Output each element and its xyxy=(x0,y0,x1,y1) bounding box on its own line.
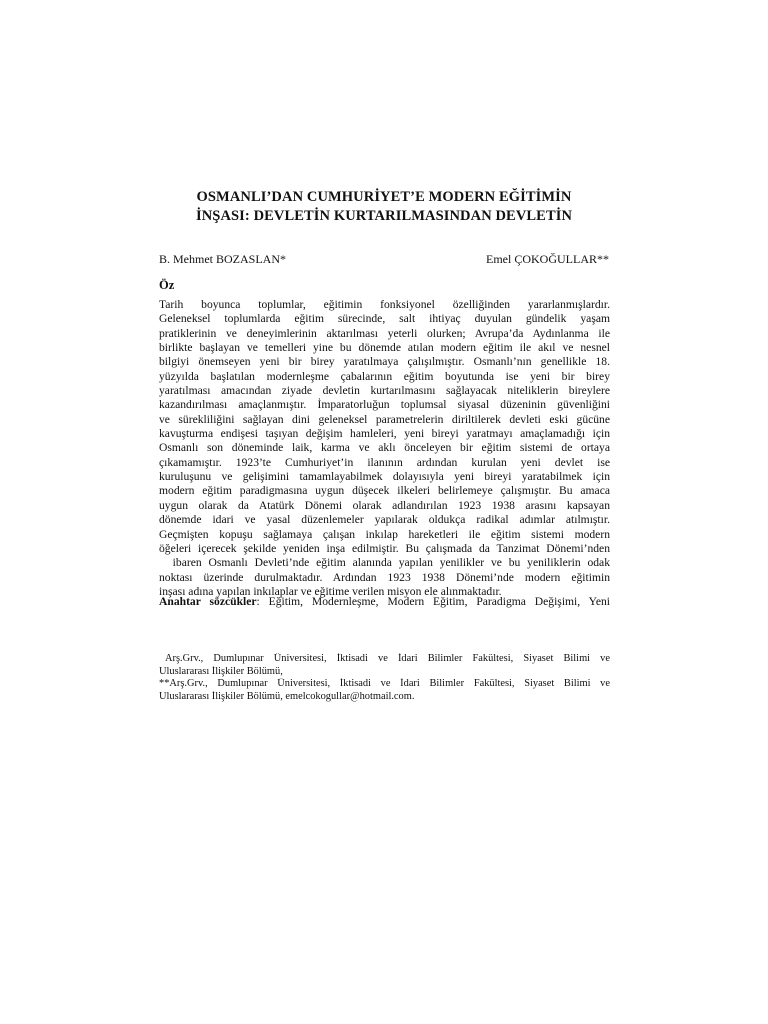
abstract-line: kazandırılması amaçlanmıştır. İmparatorluğun toplumsal siyasal düzeninin güvenliğini xyxy=(159,398,610,412)
abstract-line: yüzyılda başlatılan modernleşme çabalarının eğitim boyutunda ise yeni bir birey xyxy=(159,369,610,383)
abstract-line: kuruluşunu ve gelişimini tamamlayabilmek dolayısıyla yeni bireyi yaratabilmek için xyxy=(159,470,610,484)
abstract-heading: Öz xyxy=(159,278,175,292)
abstract-line: inşası adına yapılan inkılaplar ve eğitime verilen misyon ele alınmaktadır. xyxy=(159,584,502,598)
keywords-line xyxy=(159,595,610,609)
author-line xyxy=(159,252,609,267)
abstract-line: bilgiyi önemseyen yeni bir birey yaratılmaya çalışılmıştır. Osmanlı’nın genellikle 18. xyxy=(159,355,610,369)
footnote-1-line-1: Arş.Grv., Dumlupınar Üniversitesi, İktisadi ve İdari Bilimler Fakültesi, Siyaset Bilimi ve xyxy=(165,653,610,664)
keywords-text: : Eğitim, Modernleşme, Modern Eğitim, Paradigma Değişimi, Yeni xyxy=(256,595,610,608)
abstract-line: noktası üzerinde durulmaktadır. Ardından 1923 1938 Dönemi’nde modern eğitimin xyxy=(159,570,610,584)
abstract-line: yaratılması amacından ziyade devletin kurtarılmasını sağlayacak niteliklerin bireylere xyxy=(159,384,610,398)
title-line-1: OSMANLI’DAN CUMHURİYET’E MODERN EĞİTİMİN xyxy=(196,189,572,205)
author-left: B. Mehmet BOZASLAN* xyxy=(159,252,286,266)
footnote-2-line-1: **Arş.Grv., Dumlupınar Üniversitesi, İktisadi ve İdari Bilimler Fakültesi, Siyaset Bilimi ve xyxy=(159,678,610,690)
abstract-line: öğeleri içerecek şekilde yeniden inşa edilmiştir. Bu çalışmada da Tanzimat Dönemi’nden xyxy=(159,541,610,555)
abstract-line: dönemde idari ve yasal düzenlemeler yapılarak oldukça radikal adımlar atılmıştır. xyxy=(159,513,610,527)
keywords-label: Anahtar sözcükler xyxy=(159,595,257,608)
abstract-line: ibaren Osmanlı Devleti’nde eğitim alanında yapılan yenilikler ve bu yeniliklerin odak xyxy=(159,556,610,570)
footnote-1-line-2: Uluslararası İlişkiler Bölümü, xyxy=(159,665,283,677)
title-line-2: İNŞASI: DEVLETİN KURTARILMASINDAN DEVLETİN xyxy=(195,208,573,224)
abstract-line: kavuşturma endişesi taşıyan değişim hamleleri, yeni bireyi yaratmayı amaçlamadığı için xyxy=(159,427,610,441)
paper-title xyxy=(120,188,648,226)
abstract-line: çıkamamıştır. 1923’te Cumhuriyet’in ilanının ardından kurulan yeni devlet ise xyxy=(159,455,610,469)
abstract-line: Osmanlı son döneminde laik, karma ve aklı önceleyen bir eğitim sistemi de ortaya xyxy=(159,441,610,455)
footnote-2-line-2: Uluslararası İlişkiler Bölümü, emelcokogullar@hotmail.com. xyxy=(159,690,415,702)
abstract-line: ve sürekliliğini sağlayan dini geleneksel parametrelerin diriltilerek devleti eski gücüne xyxy=(159,412,610,426)
abstract-line: birlikte başlayan ve temelleri yine bu dönemde atılan modern eğitim ile akıl ve nesnel xyxy=(159,341,610,355)
abstract-line: Tarih boyunca toplumlar, eğitimin fonksiyonel özelliğinden yararlanmışlardır. xyxy=(159,298,610,311)
abstract-line: Geleneksel toplumlarda eğitim sürecinde, salt ihtiyaç duyulan gündelik yaşam xyxy=(159,312,610,326)
author-right: Emel ÇOKOĞULLAR** xyxy=(486,252,609,266)
abstract-line: uygun olarak da Atatürk Dönemi olarak adlandırılan 1923 1938 arasını kapsayan xyxy=(159,498,610,512)
abstract-body xyxy=(159,298,610,599)
abstract-line: modern eğitim paradigmasına uygun düşecek ilkeleri belirlemeye çalışmıştır. Bu amaca xyxy=(159,484,610,498)
abstract-line: pratiklerinin ve deneyimlerinin aktarılması yeterli olurken; Avrupa’da Aydınlanma ile xyxy=(159,326,610,340)
footnotes xyxy=(159,653,610,703)
abstract-line: Geçmişten kopuşu sağlamaya çalışan inkılap hareketleri ile eğitim sistemi modern xyxy=(159,527,610,541)
